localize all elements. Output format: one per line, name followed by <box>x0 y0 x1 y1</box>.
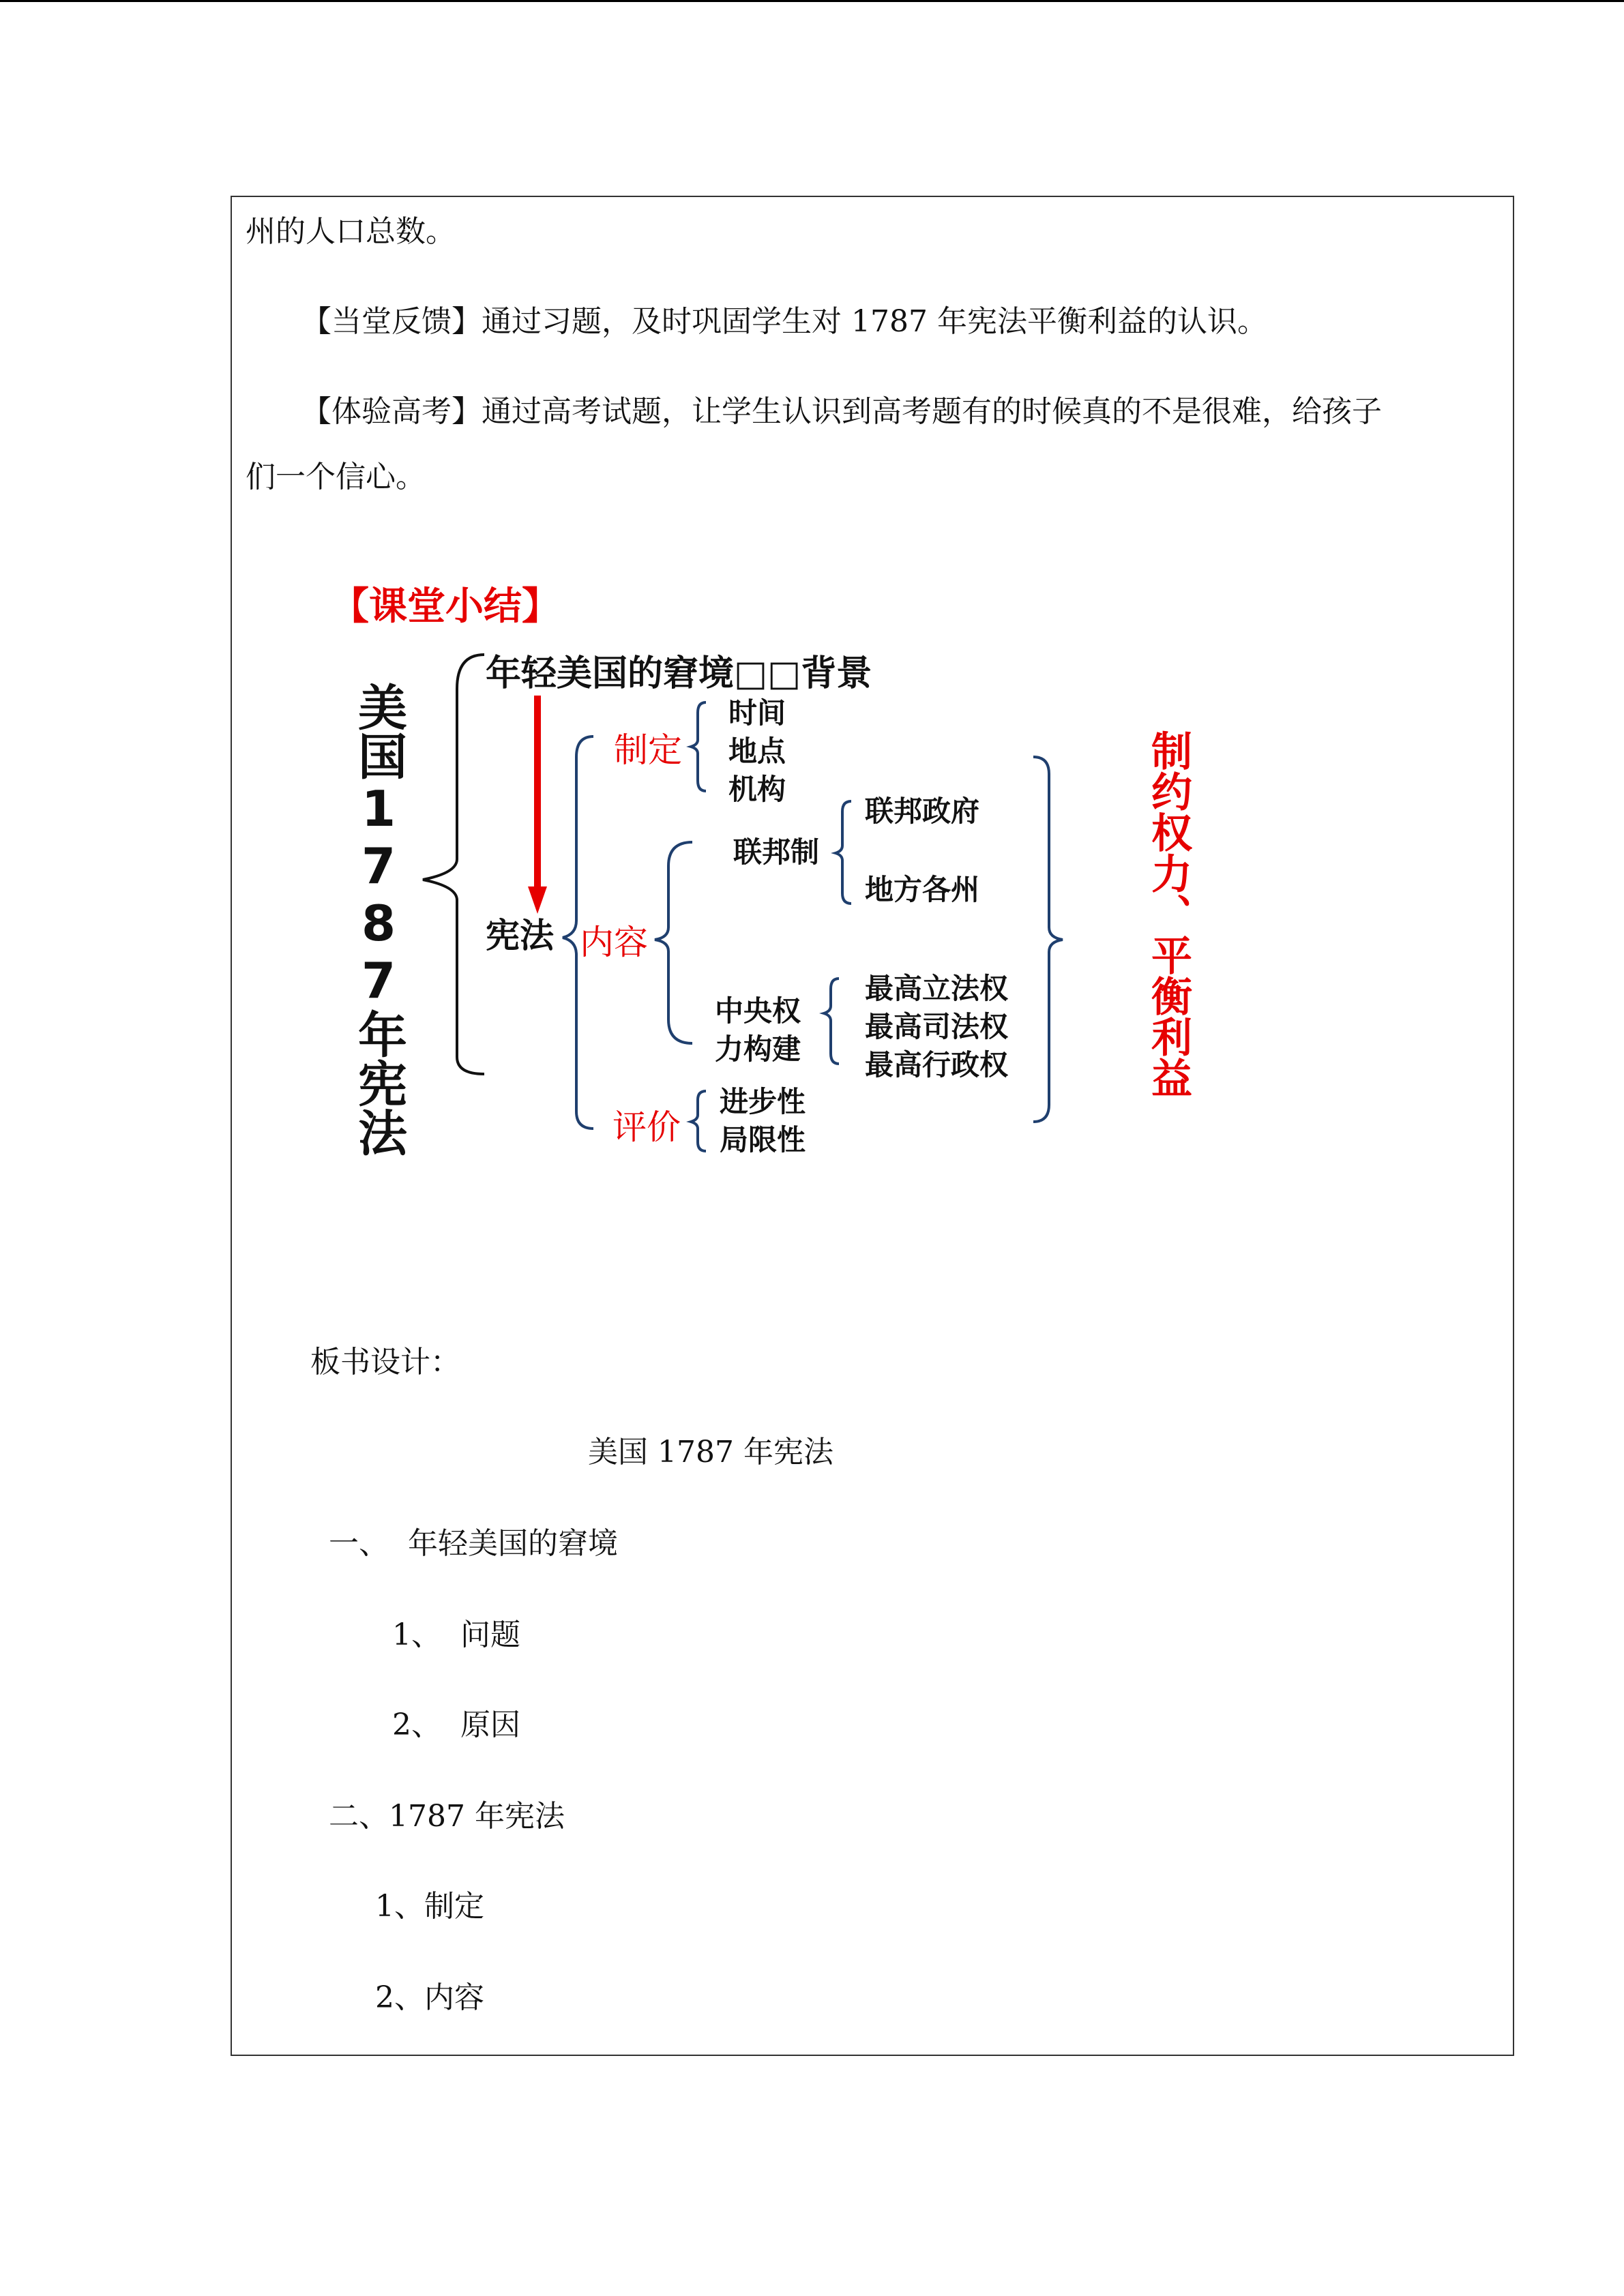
zhongyang-label-line: 力构建 <box>715 1032 801 1066</box>
vertical-title: 美国1787年宪法 <box>350 682 407 1157</box>
pingjia-label: 评价 <box>612 1107 681 1147</box>
board-section-1-item: 1、 问题 <box>392 1617 520 1652</box>
lianbang-item: 联邦政府 <box>865 794 980 828</box>
right-vertical-conclusion: 制约权力、平衡利益 <box>1145 730 1192 1098</box>
exam-paragraph-line1: 【体验高考】通过高考试题，让学生认识到高考题有的时候真的不是很难，给孩子 <box>301 394 1382 429</box>
zhiding-item: 时间 <box>728 696 786 730</box>
zhongyang-item: 最高司法权 <box>865 1010 1009 1043</box>
top-rule <box>0 0 1624 2</box>
summary-diagram <box>300 566 1282 1180</box>
right-brace <box>1033 757 1063 1122</box>
zhiding-item: 地点 <box>728 734 786 768</box>
constitution-label: 宪法 <box>486 916 554 955</box>
summary-heading: 【课堂小结】 <box>331 584 560 629</box>
pingjia-item: 局限性 <box>720 1123 806 1157</box>
main-brace <box>423 655 484 1074</box>
board-section-2-item: 1、制定 <box>375 1889 484 1924</box>
neirong-label: 内容 <box>580 923 648 962</box>
zhongyang-item: 最高行政权 <box>865 1048 1009 1082</box>
zhongyang-item: 最高立法权 <box>865 972 1009 1005</box>
feedback-paragraph: 【当堂反馈】通过习题，及时巩固学生对 1787 年宪法平衡利益的认识。 <box>301 304 1267 339</box>
board-label: 板书设计： <box>310 1345 460 1380</box>
intro-line: 州的人口总数。 <box>246 214 456 249</box>
zhiding-label: 制定 <box>614 730 682 770</box>
lianbangzhi-label: 联邦制 <box>733 835 820 869</box>
lianbang-brace <box>836 801 851 904</box>
neirong-brace <box>655 842 692 1043</box>
exam-paragraph-line2: 们一个信心。 <box>246 460 426 494</box>
board-section-2-item: 2、内容 <box>375 1980 484 2015</box>
top-line: 年轻美国的窘境□□背景 <box>486 653 872 694</box>
zhiding-brace <box>691 702 706 791</box>
board-section-1-item: 2、 原因 <box>392 1708 520 1742</box>
pingjia-item: 进步性 <box>720 1085 806 1118</box>
lianbang-item: 地方各州 <box>865 873 980 906</box>
zhiding-item: 机构 <box>728 773 786 806</box>
zhongyang-brace <box>824 979 839 1064</box>
zhongyang-label-line: 中央权 <box>715 994 801 1028</box>
board-title: 美国 1787 年宪法 <box>588 1435 833 1470</box>
board-section-2: 二、1787 年宪法 <box>329 1799 565 1834</box>
pingjia-brace <box>691 1091 706 1151</box>
board-section-1: 一、 年轻美国的窘境 <box>329 1526 618 1561</box>
